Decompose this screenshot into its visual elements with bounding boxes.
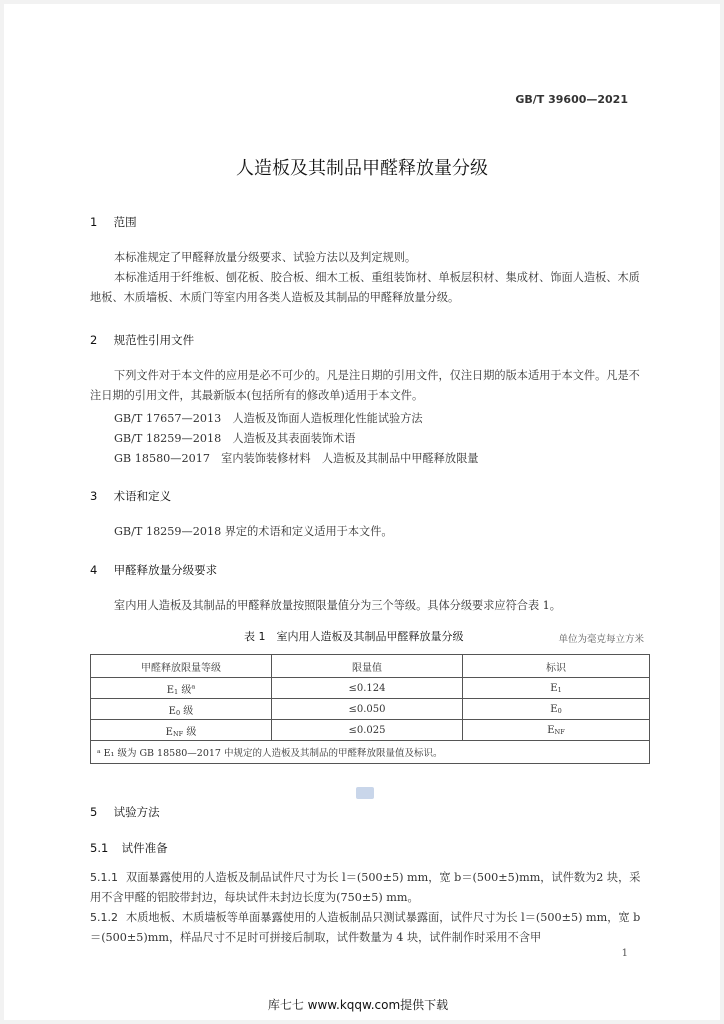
download-footer: 库七七 www.kqqw.com提供下载 <box>267 998 449 1012</box>
table-header-cell: 甲醛释放限量等级 <box>91 655 272 678</box>
clause-text: 木质地板、木质墙板等单面暴露使用的人造板制品只测试暴露面，试件尺寸为长 l＝(500±5) mm，宽 b＝(500±5)mm，样品尺寸不足时可拼接后制取，试件数量为 4 块，试件制作时采用不含甲 <box>90 911 641 944</box>
section-4-heading <box>90 562 217 578</box>
section-number: 5 <box>90 805 98 819</box>
watermark-stamp-icon <box>356 787 374 799</box>
normative-reference-3: GB 18580—2017 室内装饰装修材料 人造板及其制品中甲醛释放限量 <box>114 452 479 465</box>
table-header-row <box>91 655 650 678</box>
mark-cell <box>463 720 650 741</box>
section-number: 3 <box>90 489 98 503</box>
grade-letter: E <box>165 726 173 738</box>
grade-subscript: 1 <box>174 687 179 696</box>
table-caption: 表 1 室内用人造板及其制品甲醛释放量分级 <box>244 630 464 643</box>
document-page <box>4 4 720 1020</box>
table-header-cell: 限量值 <box>272 655 463 678</box>
grade-subscript: 0 <box>175 708 181 717</box>
table-header-cell: 标识 <box>463 655 650 678</box>
mark-subscript: NF <box>554 727 565 736</box>
page-number: 1 <box>621 948 628 959</box>
mark-letter: E <box>547 724 555 736</box>
grade-subscript: NF <box>172 729 184 738</box>
limit-cell: ≤0.025 <box>272 720 463 741</box>
grade-cell <box>91 720 272 741</box>
section-5-heading <box>90 804 160 820</box>
clause-text: 双面暴露使用的人造板及制品试件尺寸为长 l＝(500±5) mm，宽 b＝(500±5)mm，试件数为2 块，采用不含甲醛的铝胶带封边，每块试件未封边长度为(750±5) mm。 <box>90 871 641 904</box>
clause-5-1-2 <box>90 908 650 948</box>
section-number: 2 <box>90 333 98 347</box>
section-4-paragraph-1: 室内用人造板及其制品的甲醛释放量按照限量值分为三个等级。具体分级要求应符合表 1。 <box>114 599 561 612</box>
section-title: 甲醛释放量分级要求 <box>113 563 218 577</box>
table-note-row <box>91 741 650 764</box>
mark-subscript: 1 <box>557 685 562 694</box>
grade-suffix: 级 <box>178 684 192 696</box>
table-row <box>91 699 650 720</box>
subsection-title: 试件准备 <box>121 841 168 855</box>
section-number: 4 <box>90 563 98 577</box>
section-2-heading <box>90 332 194 348</box>
normative-reference-2: GB/T 18259—2018 人造板及其表面装饰术语 <box>114 432 356 445</box>
normative-reference-1: GB/T 17657—2013 人造板及饰面人造板理化性能试验方法 <box>114 412 423 425</box>
mark-cell <box>463 678 650 699</box>
grade-letter: E <box>168 705 176 717</box>
table-footnote: ᵃ E₁ 级为 GB 18580—2017 中规定的人造板及其制品的甲醛释放限量值及标识。 <box>91 741 650 764</box>
section-2-paragraph-1: 下列文件对于本文件的应用是必不可少的。凡是注日期的引用文件，仅注日期的版本适用于本文件。凡是不注日期的引用文件，其最新版本(包括所有的修改单)适用于本文件。 <box>90 369 640 402</box>
subsection-5-1-heading <box>90 840 168 856</box>
limit-cell: ≤0.124 <box>272 678 463 699</box>
grade-cell <box>91 678 272 699</box>
mark-letter: E <box>550 682 558 694</box>
grade-suffix: 级 <box>180 705 194 717</box>
section-1-heading <box>90 214 137 230</box>
mark-letter: E <box>550 703 558 715</box>
document-title: 人造板及其制品甲醛释放量分级 <box>236 158 488 179</box>
standard-code: GB/T 39600—2021 <box>515 93 628 106</box>
section-title: 术语和定义 <box>113 489 172 503</box>
table-unit: 单位为毫克每立方米 <box>558 634 644 645</box>
clause-number: 5.1.1 <box>90 871 118 884</box>
clause-5-1-1 <box>90 868 650 908</box>
section-title: 试验方法 <box>113 805 160 819</box>
section-number: 1 <box>90 215 98 229</box>
mark-cell <box>463 699 650 720</box>
table-row <box>91 678 650 699</box>
grade-suffix: 级 <box>183 726 197 738</box>
footnote-marker: a <box>191 682 196 691</box>
section-3-heading <box>90 488 171 504</box>
section-title: 规范性引用文件 <box>113 333 195 347</box>
formaldehyde-grade-table <box>90 654 650 764</box>
grade-letter: E <box>166 684 175 696</box>
clause-number: 5.1.2 <box>90 911 118 924</box>
section-3-paragraph-1: GB/T 18259—2018 界定的术语和定义适用于本文件。 <box>114 525 393 538</box>
grade-cell <box>91 699 272 720</box>
mark-subscript: 0 <box>557 706 562 715</box>
table-row <box>91 720 650 741</box>
limit-cell: ≤0.050 <box>272 699 463 720</box>
subsection-number: 5.1 <box>90 841 109 855</box>
section-title: 范围 <box>113 215 137 229</box>
section-1-paragraph-2: 本标准适用于纤维板、刨花板、胶合板、细木工板、重组装饰材、单板层积材、集成材、饰面人造板、木质地板、木质墙板、木质门等室内用各类人造板及其制品的甲醛释放量分级。 <box>90 271 640 304</box>
section-1-paragraph-1: 本标准规定了甲醛释放量分级要求、试验方法以及判定规则。 <box>114 251 417 264</box>
